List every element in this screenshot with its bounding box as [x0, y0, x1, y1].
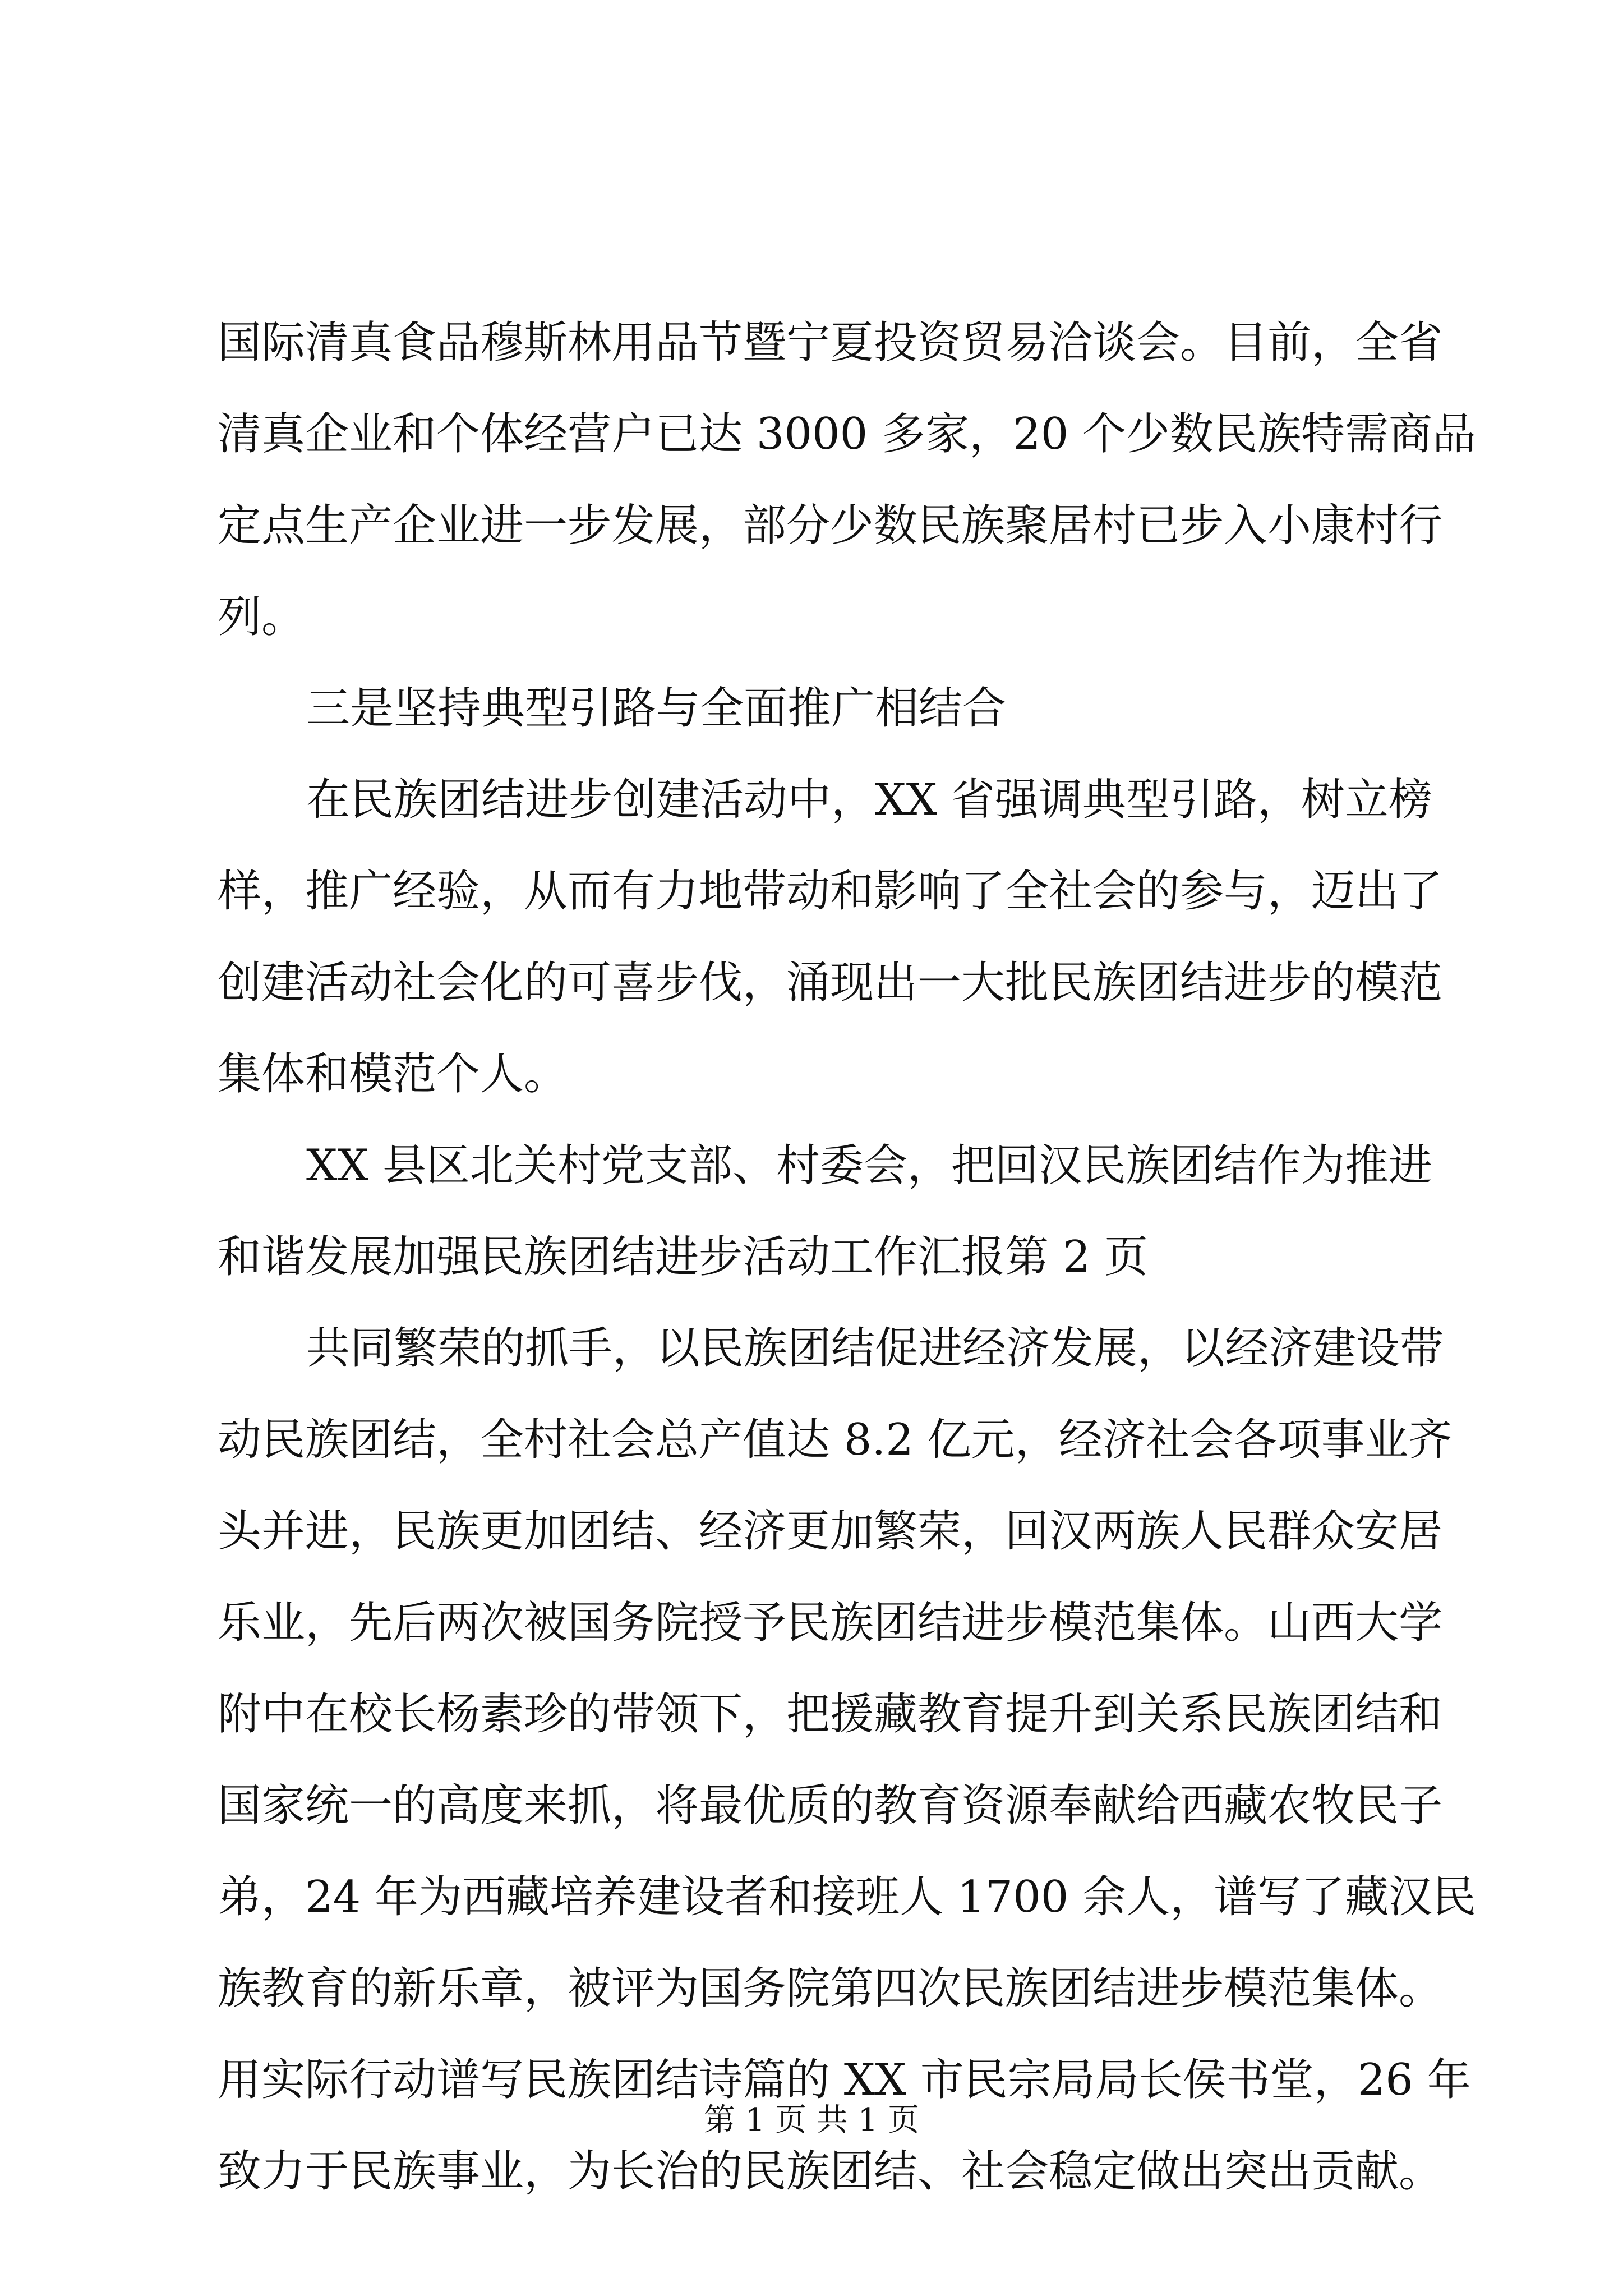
text-line: 动民族团结，全村社会总产值达 8.2 亿元，经济社会各项事业齐: [218, 1415, 1453, 1465]
text-line: 致力于民族事业，为长治的民族团结、社会稳定做出突出贡献。: [218, 2146, 1443, 2197]
document-body: [218, 297, 1477, 2217]
page-footer: 第 1 页 共 1 页: [703, 2102, 920, 2138]
text-line: 定点生产企业进一步发展，部分少数民族聚居村已步入小康村行: [218, 500, 1443, 551]
text-line: 国家统一的高度来抓，将最优质的教育资源奉献给西藏农牧民子: [218, 1780, 1443, 1831]
text-line: XX 县区北关村党支部、村委会，把回汉民族团结作为推进: [306, 1140, 1432, 1191]
text-line: 创建活动社会化的可喜步伐，涌现出一大批民族团结进步的模范: [218, 958, 1443, 1008]
text-line: 附中在校长杨素珍的带领下，把援藏教育提升到关系民族团结和: [218, 1689, 1443, 1740]
text-line: 在民族团结进步创建活动中，XX 省强调典型引路，树立榜: [306, 775, 1432, 825]
text-line: 样，推广经验，从而有力地带动和影响了全社会的参与，迈出了: [218, 866, 1443, 917]
text-line: 国际清真食品穆斯林用品节暨宁夏投资贸易洽谈会。目前，全省: [218, 318, 1443, 368]
text-line: 头并进，民族更加团结、经济更加繁荣，回汉两族人民群众安居: [218, 1506, 1443, 1557]
text-line: 族教育的新乐章，被评为国务院第四次民族团结进步模范集体。: [218, 1963, 1443, 2014]
text-line: 用实际行动谱写民族团结诗篇的 XX 市民宗局局长侯书堂，26 年: [218, 2055, 1471, 2105]
text-line: 乐业，先后两次被国务院授予民族团结进步模范集体。山西大学: [218, 1598, 1443, 1648]
text-line: 三是坚持典型引路与全面推广相结合: [306, 683, 1007, 734]
text-line: 清真企业和个体经营户已达 3000 多家，20 个少数民族特需商品: [218, 409, 1477, 459]
text-line: 弟，24 年为西藏培养建设者和接班人 1700 余人，谱写了藏汉民: [218, 1872, 1477, 1922]
text-line: 共同繁荣的抓手，以民族团结促进经济发展，以经济建设带: [306, 1323, 1444, 1374]
text-line: 列。: [218, 592, 306, 642]
text-line: 和谐发展加强民族团结进步活动工作汇报第 2 页: [218, 1232, 1149, 1282]
text-line: 集体和模范个人。: [218, 1049, 568, 1099]
